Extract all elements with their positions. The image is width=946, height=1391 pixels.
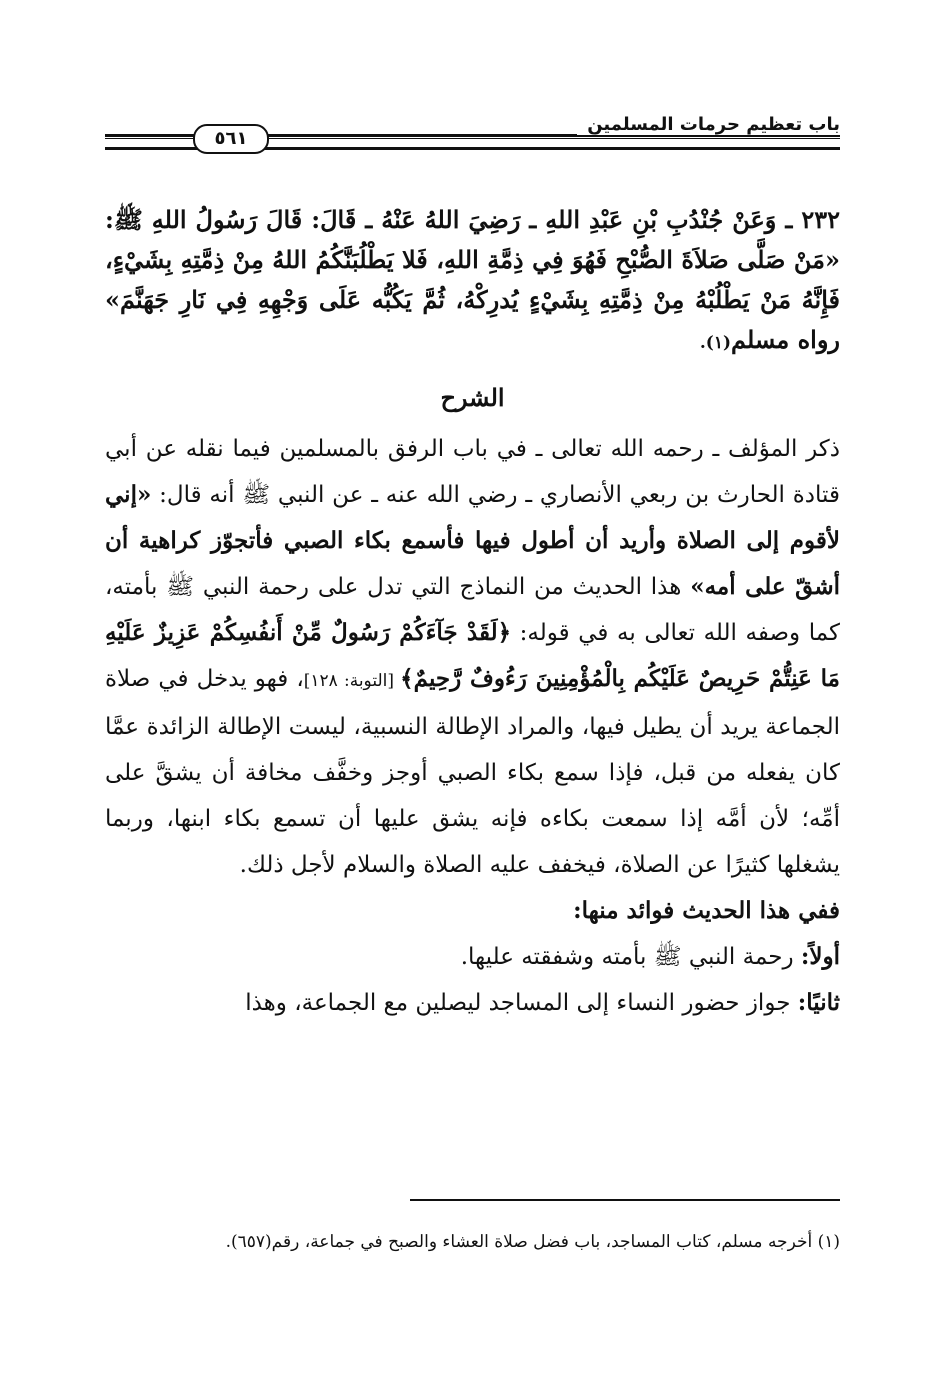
chapter-title: باب تعظيم حرمات المسلمين [577, 114, 840, 135]
benefit-second-label: ثانيًا: [797, 989, 840, 1016]
paragraph-part-1: ذكر المؤلف ـ رحمه الله تعالى ـ في باب الرفق بالمسلمين فيما نقله عن أبي قتادة الحارث بن ربعي الأنصاري ـ رضي الله عنه ـ عن النبي ﷺ أنه قال: [105, 436, 840, 508]
prophet-quote: «إني لأقوم إلى الصلاة وأريد أن أطول فيها فأسمع بكاء الصبي فأتجوّز كراهية أن أشقّ على أمه» [105, 481, 840, 600]
benefit-second [105, 980, 840, 1026]
footnote-ref: (١). [699, 333, 732, 353]
page-number: ٥٦١ [193, 124, 269, 154]
quran-verse: ﴿لَقَدْ جَآءَكُمْ رَسُولٌ مِّنْ أَنفُسِكُمْ عَزِيزٌ عَلَيْهِ مَا عَنِتُّمْ حَرِيصٌ عَلَيْكُم بِالْمُؤْمِنِينَ رَءُوفٌ رَّحِيمٌ﴾ [105, 619, 840, 692]
page-content [105, 200, 840, 1026]
paragraph-part-2: هذا الحديث من النماذج التي تدل على رحمة النبي ﷺ بأمته، كما وصفه الله تعالى به في قوله: [105, 574, 840, 646]
benefits-intro-text: ففي هذا الحديث فوائد منها: [573, 897, 840, 924]
benefit-first [105, 934, 840, 980]
benefit-first-label: أولاً: [800, 943, 840, 970]
verse-reference: [التوبة: ١٢٨] [303, 671, 401, 691]
footnote-separator [410, 1199, 840, 1201]
benefits-intro [105, 888, 840, 934]
footnote: (١) أخرجه مسلم، كتاب المساجد، باب فضل صلاة العشاء والصبح في جماعة، رقم(٦٥٧). [225, 1232, 840, 1252]
hadith-body: ٢٣٢ ـ وَعَنْ جُنْدُبِ بْنِ عَبْدِ اللهِ ـ رَضِيَ اللهُ عَنْهُ ـ قَالَ: قَالَ رَسُولُ اللهِ ﷺ: «مَنْ صَلَّى صَلاَةَ الصُّبْحِ فَهُوَ فِي ذِمَّةِ اللهِ، فَلا يَطْلُبَنَّكُمُ اللهُ مِنْ ذِمَّتِهِ بِشَيْءٍ، فَإِنَّهُ مَنْ يَطْلُبْهُ مِنْ ذِمَّتِهِ بِشَيْءٍ يُدرِكْهُ، ثُمَّ يَكُبُّه عَلَى وَجْهِهِ فِي نَارِ جَهَنَّمَ» رواه مسلم [105, 205, 840, 354]
page-header [105, 116, 840, 158]
benefit-first-text: رحمة النبي ﷺ بأمته وشفقته عليها. [460, 944, 801, 970]
paragraph-part-3: ، فهو يدخل في صلاة الجماعة يريد أن يطيل فيها، والمراد الإطالة النسبية، ليست الإطالة الزائدة عمَّا كان يفعله من قبل، فإذا سمع بكاء الصبي أوجز وخفَّف مخافة أن يشقَّ على أمِّه؛ لأن أمَّه إذا سمعت بكاءه فإنه يشق عليها أن تسمع بكاء ابنها، وربما يشغلها كثيرًا عن الصلاة، فيخفف عليه الصلاة والسلام لأجل ذلك. [105, 666, 840, 878]
section-heading: الشرح [440, 383, 505, 412]
hadith-text [105, 200, 840, 363]
benefit-second-text: جواز حضور النساء إلى المساجد ليصلين مع الجماعة، وهذا [245, 990, 798, 1016]
explanation-paragraph [105, 426, 840, 888]
